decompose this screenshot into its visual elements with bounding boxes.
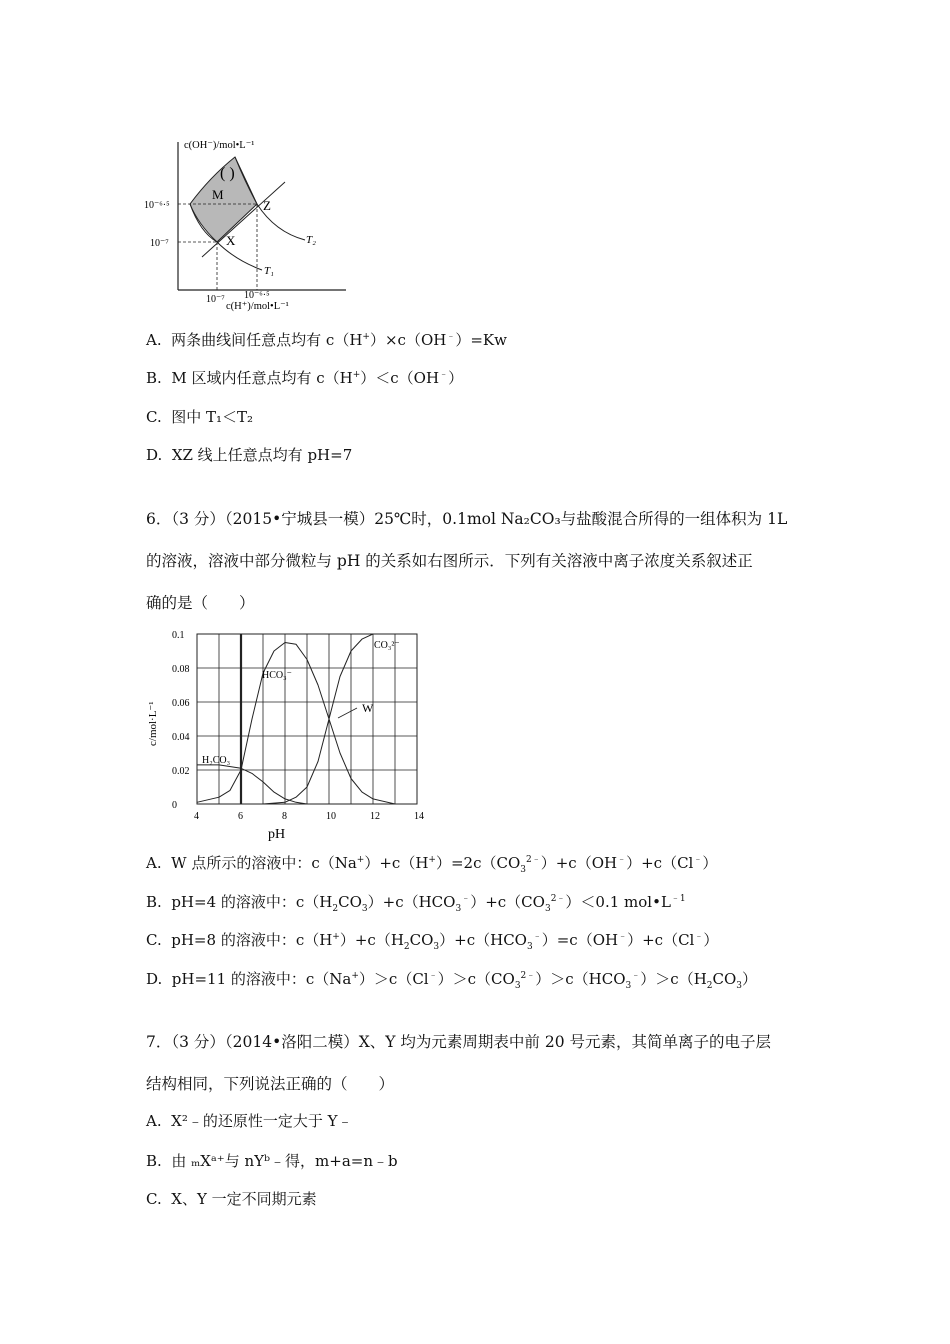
q6-stem-line2: 的溶液，溶液中部分微粒与 pH 的关系如右图所示．下列有关溶液中离子浓度关系叙述正 bbox=[146, 552, 753, 570]
label-w: W bbox=[362, 701, 374, 715]
ytick-label: 0 bbox=[172, 800, 177, 811]
answer-blank: ( ) bbox=[220, 165, 235, 182]
w-pointer bbox=[338, 708, 357, 718]
ytick-label: 0.1 bbox=[172, 630, 185, 641]
q7-option-c: C. X、Y 一定不同期元素 bbox=[146, 1190, 317, 1208]
xtick-1: 10⁻⁷ bbox=[206, 294, 225, 305]
x-axis-label: c(H⁺)/mol•L⁻¹ bbox=[226, 301, 289, 312]
kw-diagram bbox=[140, 132, 360, 314]
q5-option-b: B. M 区域内任意点均有 c（H+）＜c（OH﹣） bbox=[146, 369, 464, 387]
q7-stem-line2: 结构相同，下列说法正确的（ ） bbox=[146, 1075, 395, 1093]
label-z: Z bbox=[263, 198, 271, 213]
ytick-2: 10⁻⁷ bbox=[150, 238, 169, 249]
q7-option-b: B. 由 ₘXᵃ⁺与 nYᵇ﹣得，m+a=n﹣b bbox=[146, 1152, 398, 1170]
q5-option-a: A. 两条曲线间任意点均有 c（H+）×c（OH﹣）=Kw bbox=[146, 331, 507, 349]
xtick-label: 4 bbox=[194, 811, 199, 822]
ph-distribution-chart bbox=[144, 622, 434, 842]
q6-option-c: C. pH=8 的溶液中：$c(H^+)+c(H_2CO_3)+c(HCO_3^﹣)=c(OH^﹣)+c(Cl^﹣)$ bbox=[146, 931, 719, 952]
y-axis-label: c(OH⁻)/mol•L⁻¹ bbox=[184, 140, 255, 151]
label-h2co3: H₂CO₃ bbox=[202, 755, 231, 766]
q7-stem-line1: 7．（3 分）（2014•洛阳二模）X、Y 均为元素周期表中前 20 号元素，其简单离子的电子层 bbox=[146, 1033, 772, 1051]
ytick-label: 0.04 bbox=[172, 732, 190, 743]
q7-option-a: A. X²﹣的还原性一定大于 Y﹣ bbox=[146, 1112, 353, 1130]
chart-xlabel: pH bbox=[268, 827, 286, 842]
ytick-label: 0.06 bbox=[172, 698, 190, 709]
xtick-label: 14 bbox=[414, 811, 424, 822]
label-m: M bbox=[212, 187, 224, 202]
xtick-label: 8 bbox=[282, 811, 287, 822]
label-hco3: HCO₃⁻ bbox=[262, 670, 292, 681]
xtick-label: 10 bbox=[326, 811, 336, 822]
xtick-label: 12 bbox=[370, 811, 380, 822]
q6-stem-line1: 6．（3 分）（2015•宁城县一模）25℃时，0.1mol Na₂CO₃与盐酸混合所得的一组体积为 1L bbox=[146, 510, 788, 528]
ytick-1: 10⁻⁶·⁵ bbox=[144, 200, 170, 211]
ytick-label: 0.02 bbox=[172, 766, 190, 777]
label-t1: T₁ bbox=[264, 265, 274, 277]
xtick-label: 6 bbox=[238, 811, 243, 822]
ytick-label: 0.08 bbox=[172, 664, 190, 675]
q6-option-a: A. W 点所示的溶液中：$c(Na^+)+c(H^+)=2c(CO_3^{2﹣})+c(OH^﹣)+c(Cl^﹣)$ bbox=[146, 854, 718, 875]
label-x: X bbox=[226, 233, 236, 248]
q5-option-d: D. XZ 线上任意点均有 pH=7 bbox=[146, 446, 353, 464]
chart-ylabel: c/mol·L⁻¹ bbox=[147, 701, 159, 746]
q5-option-c: C. 图中 T₁＜T₂ bbox=[146, 408, 254, 426]
q6-option-b: B. pH=4 的溶液中：$c(H_2CO_3)+c(HCO_3^﹣)+c(CO_3^{2﹣})<0.1$ $mol•L^{﹣1}$ bbox=[146, 893, 686, 914]
xtick-2: 10⁻⁶·⁵ bbox=[244, 290, 270, 301]
q6-option-d: D. pH=11 的溶液中：$c(Na^+)>c(Cl^﹣)>c(CO_3^{2﹣})>c(HCO_3^﹣)>c(H_2CO_3)$ bbox=[146, 970, 758, 991]
q6-stem-line3: 确的是（ ） bbox=[146, 594, 255, 612]
label-co3: CO₃²⁻ bbox=[374, 640, 400, 651]
series-line-1 bbox=[197, 643, 395, 805]
label-t2: T₂ bbox=[306, 234, 316, 246]
series-line-2 bbox=[197, 634, 395, 804]
